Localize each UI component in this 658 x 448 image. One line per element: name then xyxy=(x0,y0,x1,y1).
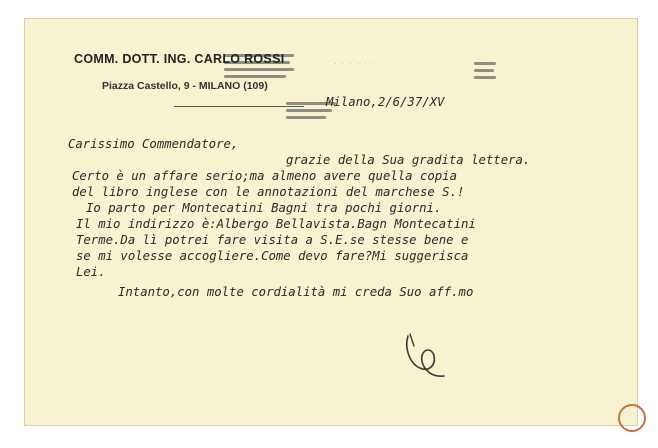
body-line: Lei. xyxy=(76,265,106,279)
letterhead-address: Piazza Castello, 9 - MILANO (109) xyxy=(102,80,268,92)
body-line: del libro inglese con le annotazioni del marchese S.! xyxy=(72,185,465,199)
body-line: Certo è un affare serio;ma almeno avere quella copia xyxy=(72,169,457,183)
handwritten-signature xyxy=(396,326,456,386)
date-line: Milano,2/6/37/XV xyxy=(326,95,445,109)
letterhead-rule xyxy=(174,106,304,107)
body-line: se mi volesse accogliere.Come devo fare?Mi suggerisca xyxy=(76,249,469,263)
faint-postmark-stamp: · · · · · · xyxy=(334,58,376,68)
circular-stamp-mark xyxy=(618,404,646,432)
body-line: grazie della Sua gradita lettera. xyxy=(286,153,531,167)
closing-line: Intanto,con molte cordialità mi creda Suo aff.mo xyxy=(118,285,474,299)
body-line: Terme.Da lì potrei fare visita a S.E.se stesse bene e xyxy=(76,233,469,247)
postcard xyxy=(24,18,638,426)
salutation: Carissimo Commendatore, xyxy=(68,137,239,151)
postmark-cancel-lines-right xyxy=(474,62,496,83)
body-line: Il mio indirizzo è:Albergo Bellavista.Bagn Montecatini xyxy=(76,217,476,231)
body-line: Io parto per Montecatini Bagni tra pochi giorni. xyxy=(86,201,442,215)
letterhead-name: COMM. DOTT. ING. CARLO ROSSI xyxy=(74,52,285,66)
